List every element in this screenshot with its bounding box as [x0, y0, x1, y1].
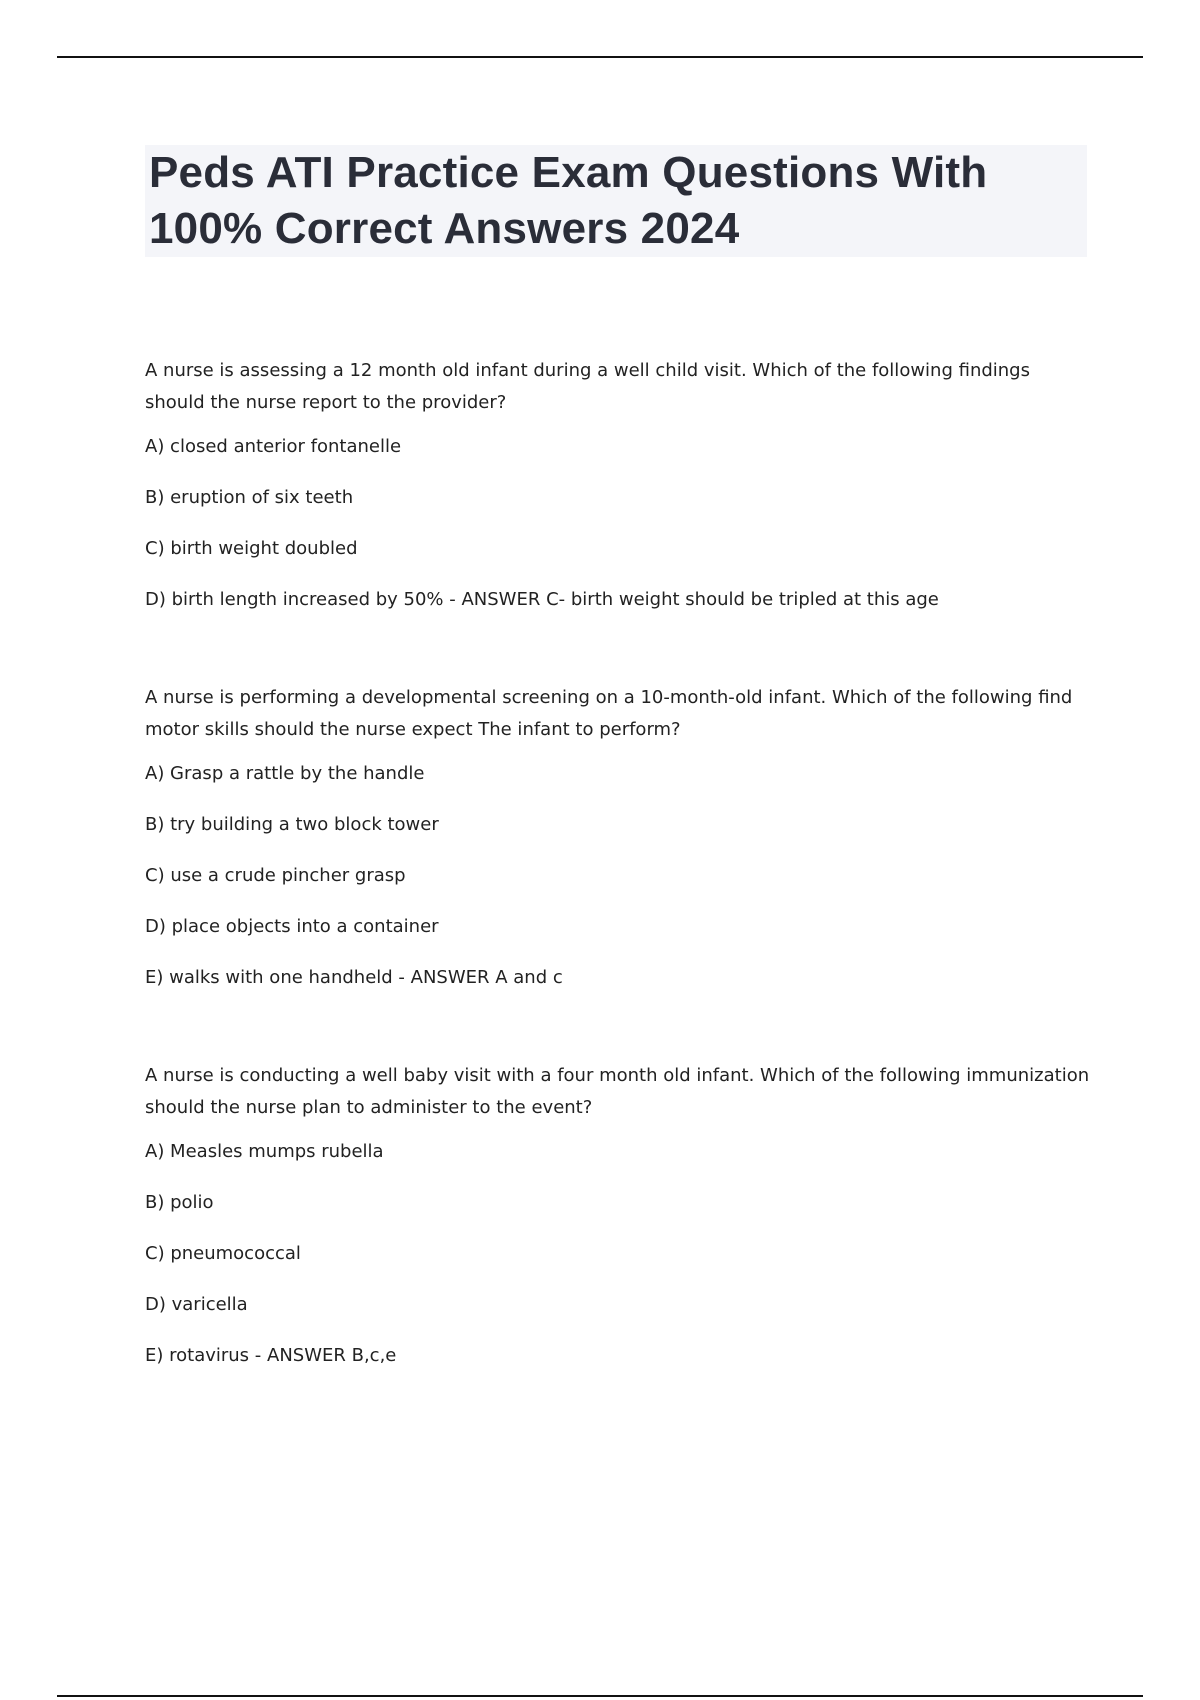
- answer-option: B) eruption of six teeth: [145, 487, 354, 508]
- document-title: Peds ATI Practice Exam Questions With 100% Correct Answers 2024: [149, 148, 988, 253]
- answer-option: B) polio: [145, 1192, 214, 1213]
- answer-option-with-answer: E) rotavirus - ANSWER B,c,e: [145, 1345, 397, 1366]
- title-banner: [145, 145, 1087, 257]
- answer-option: A) Grasp a rattle by the handle: [145, 763, 425, 784]
- answer-option: A) closed anterior fontanelle: [145, 436, 402, 457]
- answer-option: D) place objects into a container: [145, 916, 439, 937]
- top-divider: [57, 56, 1143, 58]
- question-list: [145, 355, 1095, 1368]
- answer-option-with-answer: E) walks with one handheld - ANSWER A and c: [145, 967, 563, 988]
- answer-option: C) use a crude pincher grasp: [145, 865, 406, 886]
- answer-option-with-answer: D) birth length increased by 50% - ANSWER C- birth weight should be tripled at this age: [145, 589, 939, 610]
- question-prompt: A nurse is performing a developmental screening on a 10-month-old infant. Which of the following find motor skills should the nurse expect The infant to perform?: [145, 687, 1073, 740]
- question-3: [145, 1060, 1095, 1368]
- answer-option: C) pneumococcal: [145, 1243, 301, 1264]
- answer-option: A) Measles mumps rubella: [145, 1141, 384, 1162]
- question-prompt: A nurse is assessing a 12 month old infant during a well child visit. Which of the following findings should the nurse report to the provider?: [145, 360, 1030, 413]
- bottom-divider: [57, 1695, 1143, 1697]
- answer-option: D) varicella: [145, 1294, 248, 1315]
- question-prompt: A nurse is conducting a well baby visit with a four month old infant. Which of the following immunization should the nurse plan to administer to the event?: [145, 1065, 1090, 1118]
- answer-option: B) try building a two block tower: [145, 814, 439, 835]
- question-1: [145, 355, 1095, 612]
- answer-option: C) birth weight doubled: [145, 538, 358, 559]
- question-2: [145, 682, 1095, 990]
